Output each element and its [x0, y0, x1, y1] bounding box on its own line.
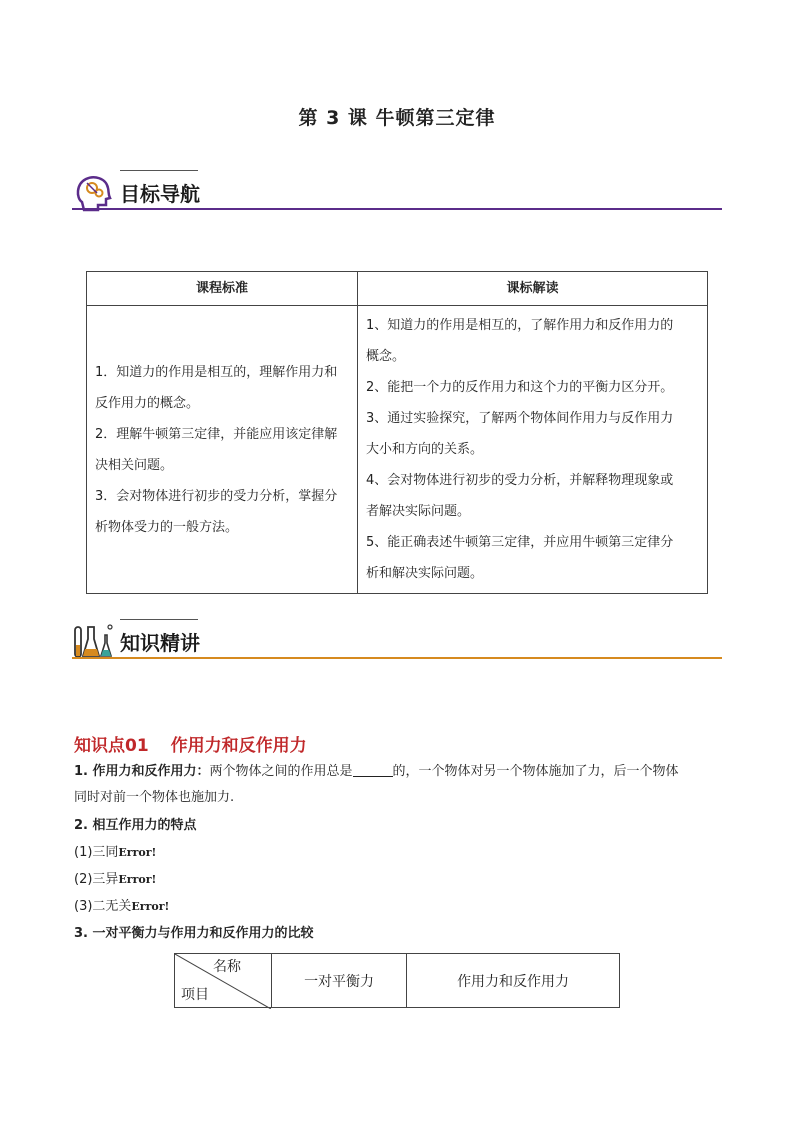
cell-line: 2、能把一个力的反作用力和这个力的平衡力区分开。	[366, 380, 674, 395]
cell-line: 概念。	[366, 349, 406, 364]
error-text: Error!	[118, 846, 157, 859]
cell-line: 2．理解牛顿第三定律，并能应用该定律解	[95, 426, 338, 442]
curriculum-standards-table	[86, 271, 708, 594]
cell-line: 1．知道力的作用是相互的，理解作用力和	[95, 364, 338, 380]
paragraph-heading: 2. 相互作用力的特点	[74, 818, 197, 833]
cell-line: 析和解决实际问题。	[366, 566, 484, 581]
error-text: Error!	[131, 900, 170, 913]
paragraph-text: 同时对前一个物体也施加力.	[74, 790, 235, 805]
cell-line: 1、知道力的作用是相互的，了解作用力和反作用力的	[366, 318, 674, 333]
lab-flask-icon	[72, 621, 116, 661]
header-underline	[72, 657, 722, 659]
diagonal-header-cell	[175, 954, 272, 1008]
section-header-knowledge	[72, 619, 722, 663]
list-item	[74, 867, 724, 893]
paragraph-definition	[74, 759, 724, 811]
diag-top-label: 名称	[213, 959, 241, 975]
section-label: 知识精讲	[120, 631, 200, 655]
paragraph-text: 两个物体之间的作用总是	[209, 764, 353, 779]
section-label: 目标导航	[120, 182, 200, 206]
paragraph-text: 的，一个物体对另一个物体施加了力，后一个物体	[392, 764, 679, 779]
column-header: 课程标准	[87, 272, 358, 306]
cell-line: 析物体受力的一般方法。	[95, 519, 239, 535]
section-header-goals	[72, 170, 722, 214]
knowledge-point-name: 作用力和反作用力	[170, 736, 307, 756]
column-header: 一对平衡力	[272, 954, 407, 1008]
table-row	[87, 306, 708, 594]
cell-line: 大小和方向的关系。	[366, 442, 484, 457]
head-gears-icon	[72, 172, 116, 212]
knowledge-point-title	[74, 731, 307, 756]
header-underline	[72, 208, 722, 210]
column-header: 课标解读	[358, 272, 708, 306]
item-prefix: (2)三异	[74, 872, 119, 887]
cell-line: 反作用力的概念。	[95, 395, 200, 411]
list-item	[74, 894, 724, 920]
cell-line: 决相关问题。	[95, 457, 174, 473]
paragraph-heading: 3. 一对平衡力与作用力和反作用力的比较	[74, 926, 314, 941]
cell-line: 者解决实际问题。	[366, 504, 471, 519]
paragraph-heading-3	[74, 921, 724, 947]
fill-blank	[353, 762, 393, 777]
header-topline	[120, 619, 198, 620]
standards-cell	[87, 306, 358, 594]
cell-line: 3．会对物体进行初步的受力分析，掌握分	[95, 488, 338, 504]
table-header-row	[87, 272, 708, 306]
header-topline	[120, 170, 198, 171]
error-text: Error!	[118, 873, 157, 886]
diag-bottom-label: 项目	[181, 987, 209, 1003]
interpretation-cell	[358, 306, 708, 594]
item-prefix: (3)二无关	[74, 899, 132, 914]
item-prefix: (1)三同	[74, 845, 119, 860]
cell-line: 3、通过实验探究，了解两个物体间作用力与反作用力	[366, 411, 674, 426]
cell-line: 5、能正确表述牛顿第三定律，并应用牛顿第三定律分	[366, 535, 674, 550]
paragraph-heading-2	[74, 813, 724, 839]
comparison-table	[174, 953, 620, 1008]
knowledge-point-number: 知识点01	[74, 736, 149, 756]
paragraph-heading: 1. 作用力和反作用力：	[74, 764, 210, 779]
page-title: 第 3 课 牛顿第三定律	[298, 107, 496, 129]
column-header: 作用力和反作用力	[407, 954, 620, 1008]
table-header-row	[175, 954, 620, 1008]
list-item	[74, 840, 724, 866]
cell-line: 4、会对物体进行初步的受力分析，并解释物理现象或	[366, 473, 674, 488]
